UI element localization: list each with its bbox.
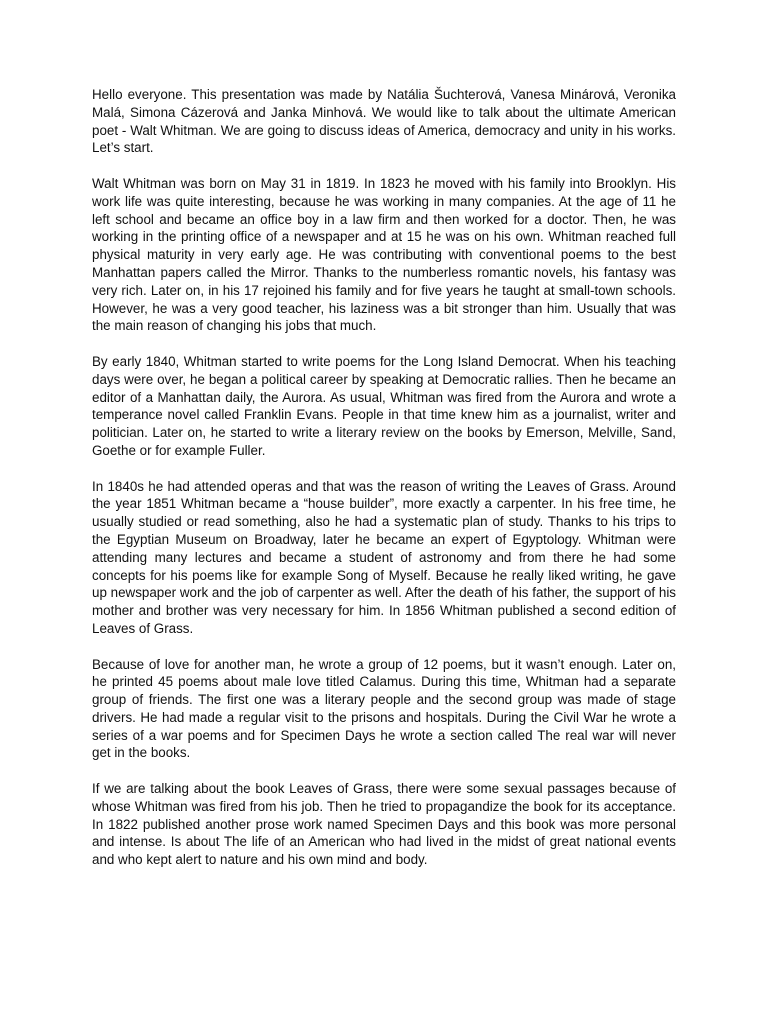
paragraph-career: By early 1840, Whitman started to write poems for the Long Island Democrat. When his teaching days were over, he began a political career by speaking at Democratic rallies. Then he became an editor of a Manhattan daily, the Aurora. As usual, Whitman was fired from the Aurora and wrote a temperance novel called Franklin Evans. People in that time knew him as a journalist, writer and politician. Later on, he started to write a literary review on the books by Emerson, Melville, Sand, Goethe or for example Fuller. <box>92 353 676 458</box>
paragraph-early-life: Walt Whitman was born on May 31 in 1819. In 1823 he moved with his family into Brooklyn. His work life was quite interesting, because he was working in many companies. At the age of 11 he left school and became an office boy in a law firm and then worked for a doctor. Then, he was working in the printing office of a newspaper and at 15 he was on his own. Whitman reached full physical maturity in very early age. He was contributing with conventional poems to the best Manhattan papers called the Mirror. Thanks to the numberless romantic novels, his fantasy was very rich. Later on, in his 17 rejoined his family and for five years he taught at small-town schools. However, he was a very good teacher, his laziness was a bit stronger than him. Usually that was the main reason of changing his jobs that much. <box>92 175 676 334</box>
document-body <box>92 86 676 869</box>
paragraph-specimen-days: If we are talking about the book Leaves of Grass, there were some sexual passages because of whose Whitman was fired from his job. Then he tried to propagandize the book for its acceptance. In 1822 published another prose work named Specimen Days and this book was more personal and intense. Is about The life of an American who had lived in the midst of great national events and who kept alert to nature and his own mind and body. <box>92 781 676 868</box>
paragraph-calamus: Because of love for another man, he wrote a group of 12 poems, but it wasn’t enough. Later on, he printed 45 poems about male love titled Calamus. During this time, Whitman had a separate group of friends. The first one was a literary people and the second group was made of stage drivers. He had made a regular visit to the prisons and hospitals. During the Civil War he wrote a series of a war poems and for Specimen Days he wrote a section called The real war will never get in the books. <box>92 656 676 761</box>
paragraph-intro: Hello everyone. This presentation was made by Natália Šuchterová, Vanesa Minárová, Veronika Malá, Simona Cázerová and Janka Minhová. We would like to talk about the ultimate American poet - Walt Whitman. We are going to discuss ideas of America, democracy and unity in his works. Let’s start. <box>92 87 676 156</box>
paragraph-leaves-of-grass: In 1840s he had attended operas and that was the reason of writing the Leaves of Grass. Around the year 1851 Whitman became a “house builder”, more exactly a carpenter. In his free time, he usually studied or read something, also he had a systematic plan of study. Thanks to his trips to the Egyptian Museum on Broadway, later he became an expert of Egyptology. Whitman were attending many lectures and became a student of astronomy and from there he had some concepts for his poems like for example Song of Myself. Because he really liked writing, he gave up newspaper work and the job of carpenter as well. After the death of his father, the support of his mother and brother was very necessary for him. In 1856 Whitman published a second edition of Leaves of Grass. <box>92 478 676 636</box>
